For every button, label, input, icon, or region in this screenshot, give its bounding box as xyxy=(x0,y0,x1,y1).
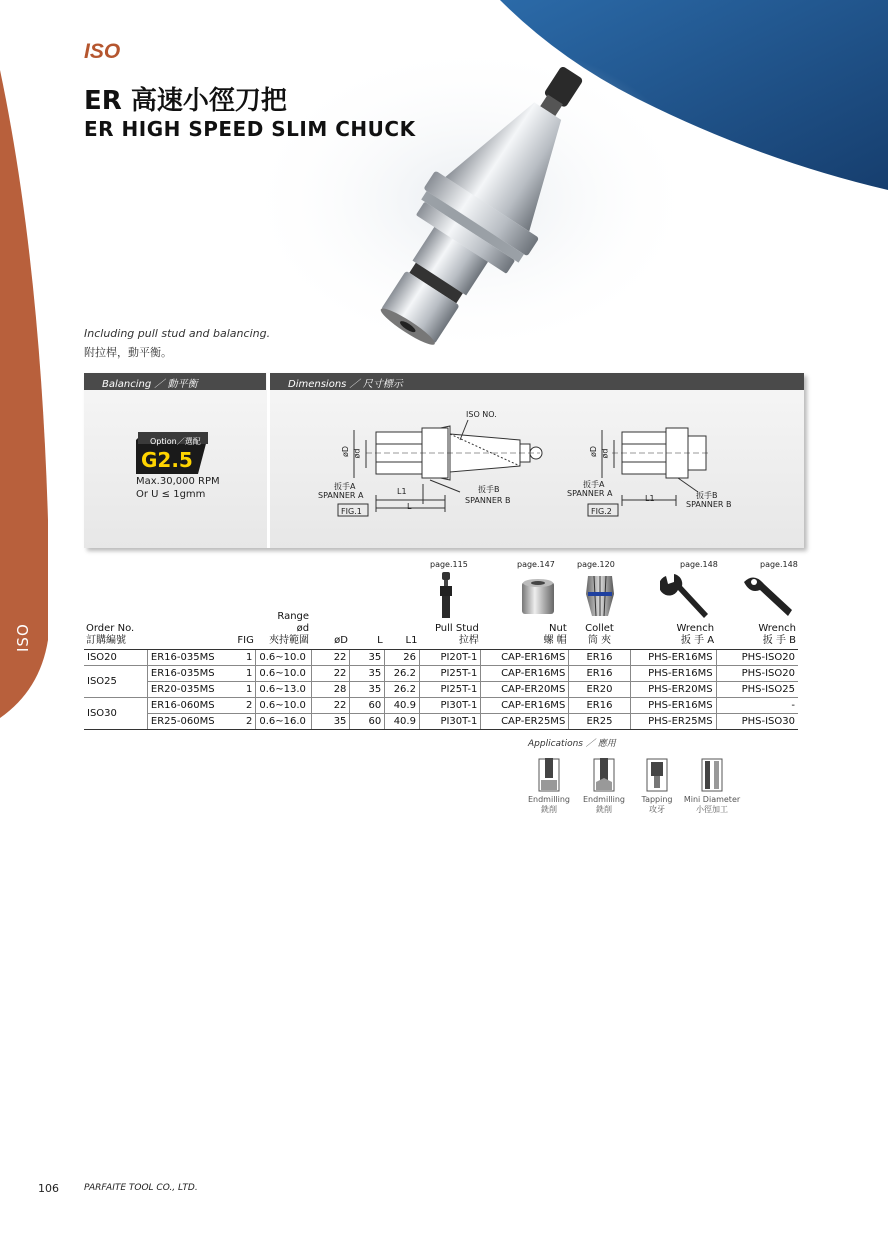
fig2-spanner-a-cn: 扳手A xyxy=(583,480,605,489)
cell-l: 35 xyxy=(350,649,385,665)
cell-wrench-b: PHS-ISO20 xyxy=(716,665,798,681)
fig1-l1-label: L1 xyxy=(397,487,407,496)
applications-title: Applications ／ 應用 xyxy=(528,739,616,749)
cell-od: 22 xyxy=(311,665,350,681)
col-model xyxy=(147,608,229,649)
cell-l1: 26 xyxy=(385,649,420,665)
cell-fig: 1 xyxy=(229,681,256,697)
cell-wrench-a: PHS-ER16MS xyxy=(630,649,716,665)
cell-stud: PI20T-1 xyxy=(419,649,480,665)
table-row xyxy=(84,713,798,729)
cell-order: ER16-060MS xyxy=(147,697,229,713)
cell-order: ER16-035MS xyxy=(147,649,229,665)
col-pull-stud: Pull Stud 拉桿 xyxy=(419,608,480,649)
cell-l1: 26.2 xyxy=(385,681,420,697)
cell-group: ISO25 xyxy=(84,665,147,697)
note-cn: 附拉桿，動平衡。 xyxy=(84,346,172,359)
category-label: ISO xyxy=(84,40,121,63)
cell-wrench-a: PHS-ER16MS xyxy=(630,665,716,681)
col-nut: Nut 螺 帽 xyxy=(481,608,569,649)
cell-l1: 40.9 xyxy=(385,713,420,729)
cell-stud: PI25T-1 xyxy=(419,681,480,697)
panel-divider xyxy=(267,373,270,548)
unbalance-text: Or U ≤ 1gmm xyxy=(136,489,206,500)
cell-od: 35 xyxy=(311,713,350,729)
fig2-id-label: ød xyxy=(600,448,610,459)
cell-group: ISO20 xyxy=(84,649,147,665)
wrench-a-page-ref: page.148 xyxy=(680,560,718,569)
cell-collet: ER25 xyxy=(569,713,630,729)
app-endmilling-2 xyxy=(574,758,634,815)
cell-wrench-a: PHS-ER20MS xyxy=(630,681,716,697)
cell-stud: PI30T-1 xyxy=(419,713,480,729)
cell-collet: ER16 xyxy=(569,665,630,681)
mini-diameter-icon xyxy=(701,758,723,792)
balancing-header: Balancing ／ 動平衡 xyxy=(84,373,266,390)
cell-od: 22 xyxy=(311,649,350,665)
collet-page-ref: page.120 xyxy=(577,560,615,569)
cell-nut: CAP-ER16MS xyxy=(481,665,569,681)
table-row xyxy=(84,697,798,713)
app-label-en: Mini Diameter xyxy=(683,795,741,804)
table-header-row xyxy=(84,608,798,649)
fig1-od-label: øD xyxy=(341,445,351,458)
col-collet: Collet 筒 夾 xyxy=(569,608,630,649)
page-title-en: ER HIGH SPEED SLIM CHUCK xyxy=(84,117,416,141)
fig1-drawing xyxy=(338,420,542,516)
cell-l1: 40.9 xyxy=(385,697,420,713)
table-row xyxy=(84,665,798,681)
cell-range: 0.6~10.0 xyxy=(256,665,311,681)
fig1-spanner-a-cn: 扳手A xyxy=(334,482,356,491)
cell-l: 35 xyxy=(350,665,385,681)
pull-stud-page-ref: page.115 xyxy=(430,560,468,569)
fig1-spanner-b-en: SPANNER B xyxy=(465,496,511,505)
app-mini-diameter xyxy=(682,758,742,815)
cell-l: 60 xyxy=(350,713,385,729)
col-l1: L1 xyxy=(385,608,420,649)
fig2-spanner-b-cn: 扳手B xyxy=(696,491,718,500)
cell-order: ER20-035MS xyxy=(147,681,229,697)
fig2-spanner-a-en: SPANNER A xyxy=(567,489,613,498)
cell-wrench-a: PHS-ER25MS xyxy=(630,713,716,729)
col-wrench-b: Wrench 扳 手 B xyxy=(716,608,798,649)
cell-nut: CAP-ER16MS xyxy=(481,697,569,713)
cell-range: 0.6~10.0 xyxy=(256,649,311,665)
cell-nut: CAP-ER20MS xyxy=(481,681,569,697)
col-wrench-a: Wrench 扳 手 A xyxy=(630,608,716,649)
wrench-b-page-ref: page.148 xyxy=(760,560,798,569)
app-label-en: Tapping xyxy=(641,795,673,804)
fig2-spanner-b-en: SPANNER B xyxy=(686,500,732,509)
page-number: 106 xyxy=(38,1182,59,1195)
dimensions-header: Dimensions ／ 尺寸標示 xyxy=(270,373,804,390)
cell-range: 0.6~13.0 xyxy=(256,681,311,697)
page-title-cn: ER 高速小徑刀把 xyxy=(84,86,287,116)
app-label-en: Endmilling xyxy=(527,795,571,804)
cell-l1: 26.2 xyxy=(385,665,420,681)
cell-fig: 1 xyxy=(229,649,256,665)
fig1-l-label: L xyxy=(407,502,412,511)
cell-collet: ER16 xyxy=(569,649,630,665)
app-label-cn: 銑削 xyxy=(596,805,612,814)
app-label-cn: 小徑加工 xyxy=(696,805,728,814)
table-row xyxy=(84,681,798,697)
tapping-icon xyxy=(646,758,668,792)
cell-od: 28 xyxy=(311,681,350,697)
cell-l: 35 xyxy=(350,681,385,697)
table-row xyxy=(84,649,798,665)
note-en: Including pull stud and balancing. xyxy=(84,327,271,340)
endmilling-icon xyxy=(593,758,615,792)
cell-range: 0.6~16.0 xyxy=(256,713,311,729)
side-section-label: ISO xyxy=(14,623,32,652)
fig1-spanner-b-cn: 扳手B xyxy=(478,485,500,494)
cell-collet: ER16 xyxy=(569,697,630,713)
fig1-id-label: ød xyxy=(352,448,362,459)
col-l: L xyxy=(350,608,385,649)
balance-grade: G2.5 xyxy=(141,448,193,472)
cell-l: 60 xyxy=(350,697,385,713)
cell-od: 22 xyxy=(311,697,350,713)
fig2-l1-label: L1 xyxy=(645,494,655,503)
app-tapping xyxy=(627,758,687,815)
col-order-no: Order No. 訂購編號 xyxy=(84,608,147,649)
app-label-cn: 攻牙 xyxy=(649,805,665,814)
cell-group: ISO30 xyxy=(84,697,147,729)
cell-fig: 2 xyxy=(229,713,256,729)
fig2-label: FIG.2 xyxy=(591,507,612,516)
fig1-spanner-a-en: SPANNER A xyxy=(318,491,364,500)
app-endmilling-1 xyxy=(519,758,579,815)
option-label: Option／選配 xyxy=(150,437,201,446)
cell-wrench-b: - xyxy=(716,697,798,713)
cell-range: 0.6~10.0 xyxy=(256,697,311,713)
cell-collet: ER20 xyxy=(569,681,630,697)
app-label-en: Endmilling xyxy=(582,795,626,804)
fig1-iso-no-label: ISO NO. xyxy=(466,410,497,419)
cell-stud: PI30T-1 xyxy=(419,697,480,713)
cell-nut: CAP-ER25MS xyxy=(481,713,569,729)
col-od: øD xyxy=(311,608,350,649)
endmilling-icon xyxy=(538,758,560,792)
cell-order: ER25-060MS xyxy=(147,713,229,729)
cell-fig: 1 xyxy=(229,665,256,681)
cell-wrench-b: PHS-ISO30 xyxy=(716,713,798,729)
fig2-od-label: øD xyxy=(589,445,599,458)
col-range: Range ød 夾持範圍 xyxy=(256,608,311,649)
cell-nut: CAP-ER16MS xyxy=(481,649,569,665)
cell-stud: PI25T-1 xyxy=(419,665,480,681)
cell-fig: 2 xyxy=(229,697,256,713)
cell-order: ER16-035MS xyxy=(147,665,229,681)
nut-page-ref: page.147 xyxy=(517,560,555,569)
app-label-cn: 銑削 xyxy=(541,805,557,814)
cell-wrench-b: PHS-ISO20 xyxy=(716,649,798,665)
company-name: PARFAITE TOOL CO., LTD. xyxy=(84,1183,198,1193)
max-rpm-text: Max.30,000 RPM xyxy=(136,476,220,487)
product-table xyxy=(84,608,798,730)
col-fig: FIG xyxy=(229,608,256,649)
cell-wrench-b: PHS-ISO25 xyxy=(716,681,798,697)
fig1-label: FIG.1 xyxy=(341,507,362,516)
cell-wrench-a: PHS-ER16MS xyxy=(630,697,716,713)
